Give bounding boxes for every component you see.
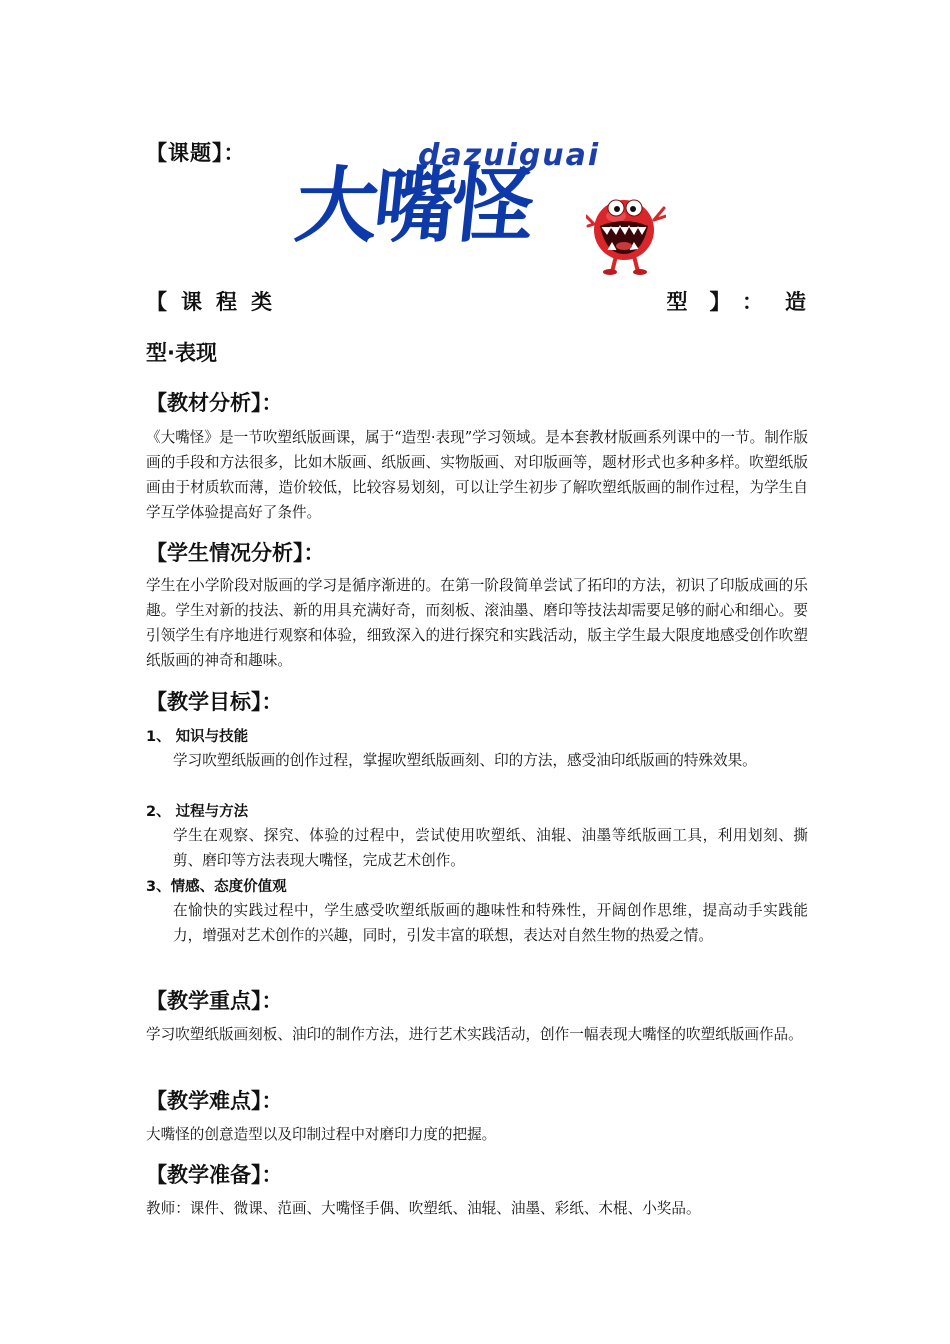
lesson-type-char: 课 xyxy=(181,290,202,314)
goal-title: 3、情感、态度价值观 xyxy=(146,879,287,895)
lesson-type-char: 型 xyxy=(666,290,688,314)
monster-mascot-icon xyxy=(586,186,666,276)
goal-title: 2、 过程与方法 xyxy=(146,804,249,820)
key-points-heading: 【教学重点】： xyxy=(146,989,283,1013)
lesson-type-value: 型·表现 xyxy=(146,341,217,365)
materials-text: 《大嘴怪》是一节吹塑纸版画课，属于“造型·表现”学习领域。是本套教材版画系列课中的一节。制作版画的手段和方法很多，比如木版画、纸版画、实物版画、对印版画等，题材形式也多种多样。吹塑纸版画由于材质软而薄，造价较低，比较容易划刻，可以让学生初步了解吹塑纸版画的制作过程，为学生自学互学体验提高好了条件。 xyxy=(146,429,808,521)
lesson-type-char: 程 xyxy=(216,290,237,314)
goals-heading: 【教学目标】： xyxy=(146,690,283,714)
key-points-text: 学习吹塑纸版画刻板、油印的制作方法，进行艺术实践活动，创作一幅表现大嘴怪的吹塑纸版画作品。 xyxy=(146,1026,803,1043)
goal-text: 在愉快的实践过程中，学生感受吹塑纸版画的趣味性和特殊性，开阔创作思维，提高动手实践能力，增强对艺术创作的兴趣，同时，引发丰富的联想，表达对自然生物的热爱之情。 xyxy=(173,902,808,944)
logo-pinyin: dazuiguai xyxy=(418,138,601,173)
difficulties-heading: 【教学难点】： xyxy=(146,1089,283,1113)
lesson-type-char: 【 xyxy=(146,290,167,314)
goal-text: 学生在观察、探究、体验的过程中，尝试使用吹塑纸、油辊、油墨等纸版画工具，利用划刻、撕剪、磨印等方法表现大嘴怪，完成艺术创作。 xyxy=(173,827,808,869)
lesson-type-char: 】 xyxy=(709,290,720,314)
lesson-type-char: 类 xyxy=(251,290,272,314)
lesson-type-right xyxy=(645,286,807,316)
lesson-type-line xyxy=(146,286,806,316)
difficulties-text: 大嘴怪的创意造型以及印制过程中对磨印力度的把握。 xyxy=(146,1126,497,1143)
students-text: 学生在小学阶段对版画的学习是循序渐进的。在第一阶段简单尝试了拓印的方法，初识了印版成画的乐趣。学生对新的技法、新的用具充满好奇，而刻板、滚油墨、磨印等技法却需要足够的耐心和细心。要引领学生有序地进行观察和体验，细致深入的进行探究和实践活动，版主学生最大限度地感受创作吹塑纸版画的神奇和趣味。 xyxy=(146,577,808,669)
materials-heading: 【教材分析】： xyxy=(146,391,283,415)
goal-text: 学习吹塑纸版画的创作过程，掌握吹塑纸版画刻、印的方法，感受油印纸版画的特殊效果。 xyxy=(173,752,757,769)
dazuiguai-logo xyxy=(290,138,670,278)
goal-title: 1、 知识与技能 xyxy=(146,729,249,745)
preparation-text: 教师：课件、微课、范画、大嘴怪手偶、吹塑纸、油辊、油墨、彩纸、木棍、小奖品。 xyxy=(146,1200,701,1217)
preparation-heading: 【教学准备】： xyxy=(146,1163,283,1187)
lesson-type-char: 造 xyxy=(785,290,806,314)
topic-label: 【课题】： xyxy=(146,141,246,165)
students-heading: 【学生情况分析】： xyxy=(146,541,325,565)
logo-title: 大嘴怪 xyxy=(291,159,536,254)
lesson-type-char: ： xyxy=(742,290,763,314)
lesson-type-left xyxy=(146,286,286,316)
